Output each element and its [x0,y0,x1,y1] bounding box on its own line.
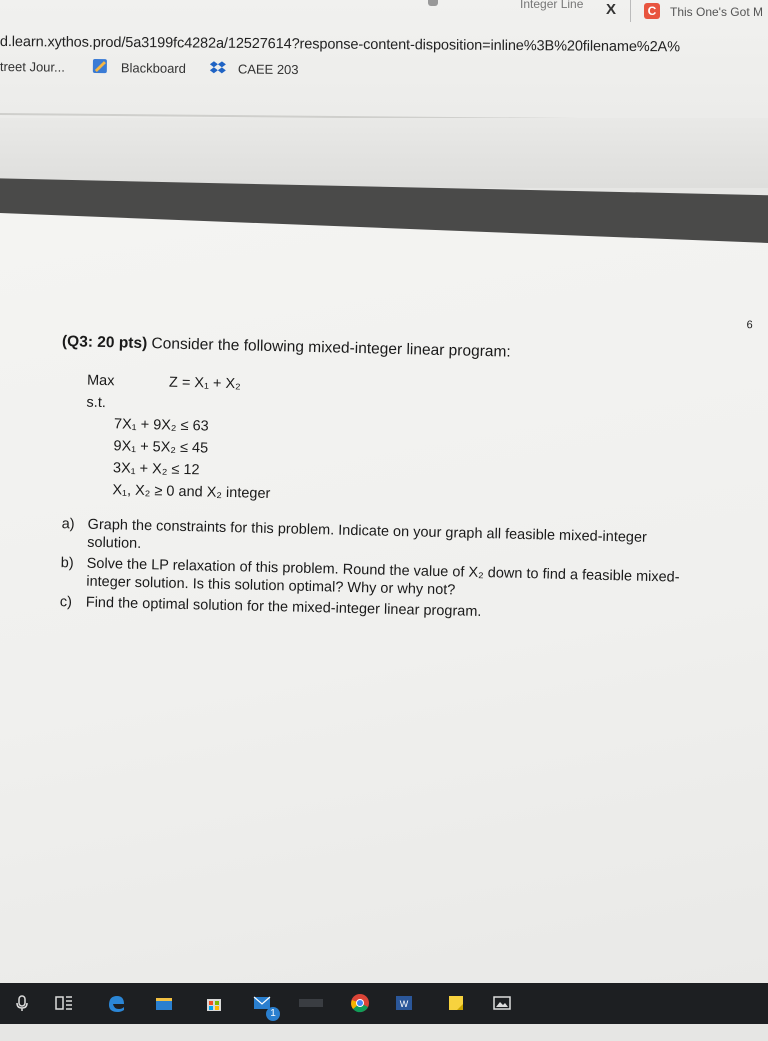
objective-keyword: Max [86,372,115,390]
part-text: Solve the LP relaxation of this problem. Round the value of X₂ down to find a feasible mixed-integer solution. Is this solution optimal? Why or why not? [86,555,680,598]
part-label: a) [61,516,75,533]
task-view-icon[interactable] [54,993,74,1013]
part-label: c) [59,594,73,611]
constraint-4: X₁, X₂ ≥ 0 and X₂ integer [112,482,271,502]
tab2-title[interactable]: This One's Got M [670,5,763,19]
question-label: (Q3: 20 pts) [61,333,148,353]
edge-icon[interactable] [106,993,126,1013]
bookmark-blackboard[interactable]: Blackboard [120,60,186,76]
sticky-notes-icon[interactable] [446,993,466,1013]
tab2-favicon-icon: C [644,3,660,19]
question-text: Consider the following mixed-integer linear program: [147,335,511,361]
mail-badge: 1 [266,1007,280,1021]
bookmark-street-journal[interactable]: treet Jour... [0,58,66,75]
part-label: b) [60,555,74,572]
svg-text:W: W [399,999,409,1009]
question-parts [60,516,702,631]
bookmark-caee-203[interactable]: CAEE 203 [237,61,299,78]
question-heading [62,333,511,362]
chrome-icon[interactable] [350,993,370,1013]
tab-title[interactable]: Integer Line [520,0,584,11]
file-explorer-icon[interactable] [154,993,174,1013]
address-url[interactable]: d.learn.xythos.prod/5a3199fc4282a/12527614?response-content-disposition=inline%3B%20filename%2A% [0,34,681,56]
objective-function: Z = X₁ + X₂ [168,374,241,393]
microphone-icon[interactable] [12,993,32,1013]
app-icon[interactable] [298,993,324,1013]
constraint-2: 9X₁ + 5X₂ ≤ 45 [113,438,209,457]
tab-close-button[interactable]: X [606,1,617,18]
tab-indicator [428,0,438,6]
taskbar [0,983,768,1024]
subject-to-label: s.t. [86,394,107,412]
constraint-3: 3X₁ + X₂ ≤ 12 [112,460,200,479]
page-number: 6 [746,319,753,332]
part-text: Find the optimal solution for the mixed-integer linear program. [85,594,482,621]
word-icon[interactable] [394,993,414,1013]
constraint-1: 7X₁ + 9X₂ ≤ 63 [113,416,209,435]
part-text: Graph the constraints for this problem. Indicate on your graph all feasible mixed-integer solution. [87,516,648,552]
photos-icon[interactable] [492,993,512,1013]
store-icon[interactable] [204,993,224,1013]
